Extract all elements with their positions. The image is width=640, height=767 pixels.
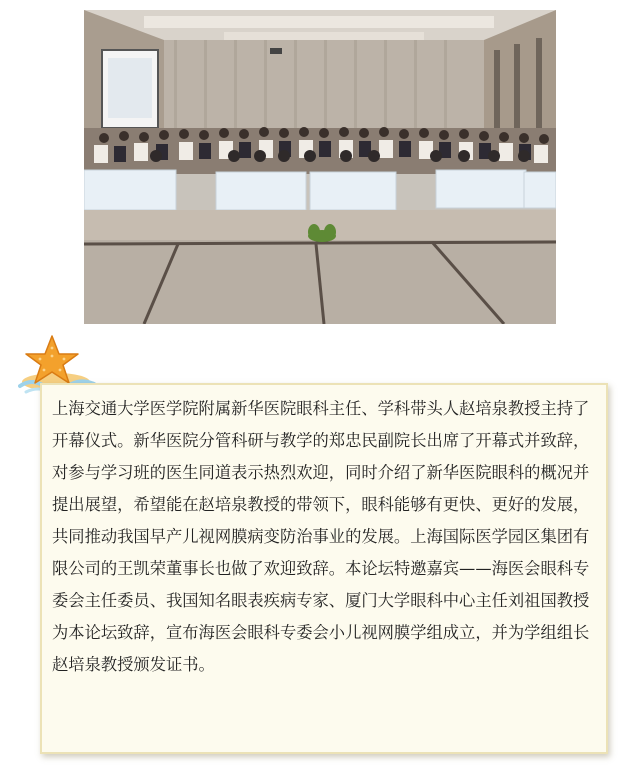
conference-hall-photo — [84, 10, 556, 324]
text-card — [40, 383, 608, 754]
event-description-paragraph: 上海交通大学医学院附属新华医院眼科主任、学科带头人赵培泉教授主持了开幕仪式。新华医院分管科研与教学的郑忠民副院长出席了开幕式并致辞，对参与学习班的医生同道表示热烈欢迎，同时介绍了新华医院眼科的概况并提出展望，希望能在赵培泉教授的带领下，眼科能够有更快、更好的发展，共同推动我国早产儿视网膜病变防治事业的发展。上海国际医学园区集团有限公司的王凯荣董事长也做了欢迎致辞。本论坛特邀嘉宾——海医会眼科专委会主任委员、我国知名眼表疾病专家、厦门大学眼科中心主任刘祖国教授为本论坛致辞，宣布海医会眼科专委会小儿视网膜学组成立，并为学组组长赵培泉教授颁发证书。 — [52, 399, 590, 674]
